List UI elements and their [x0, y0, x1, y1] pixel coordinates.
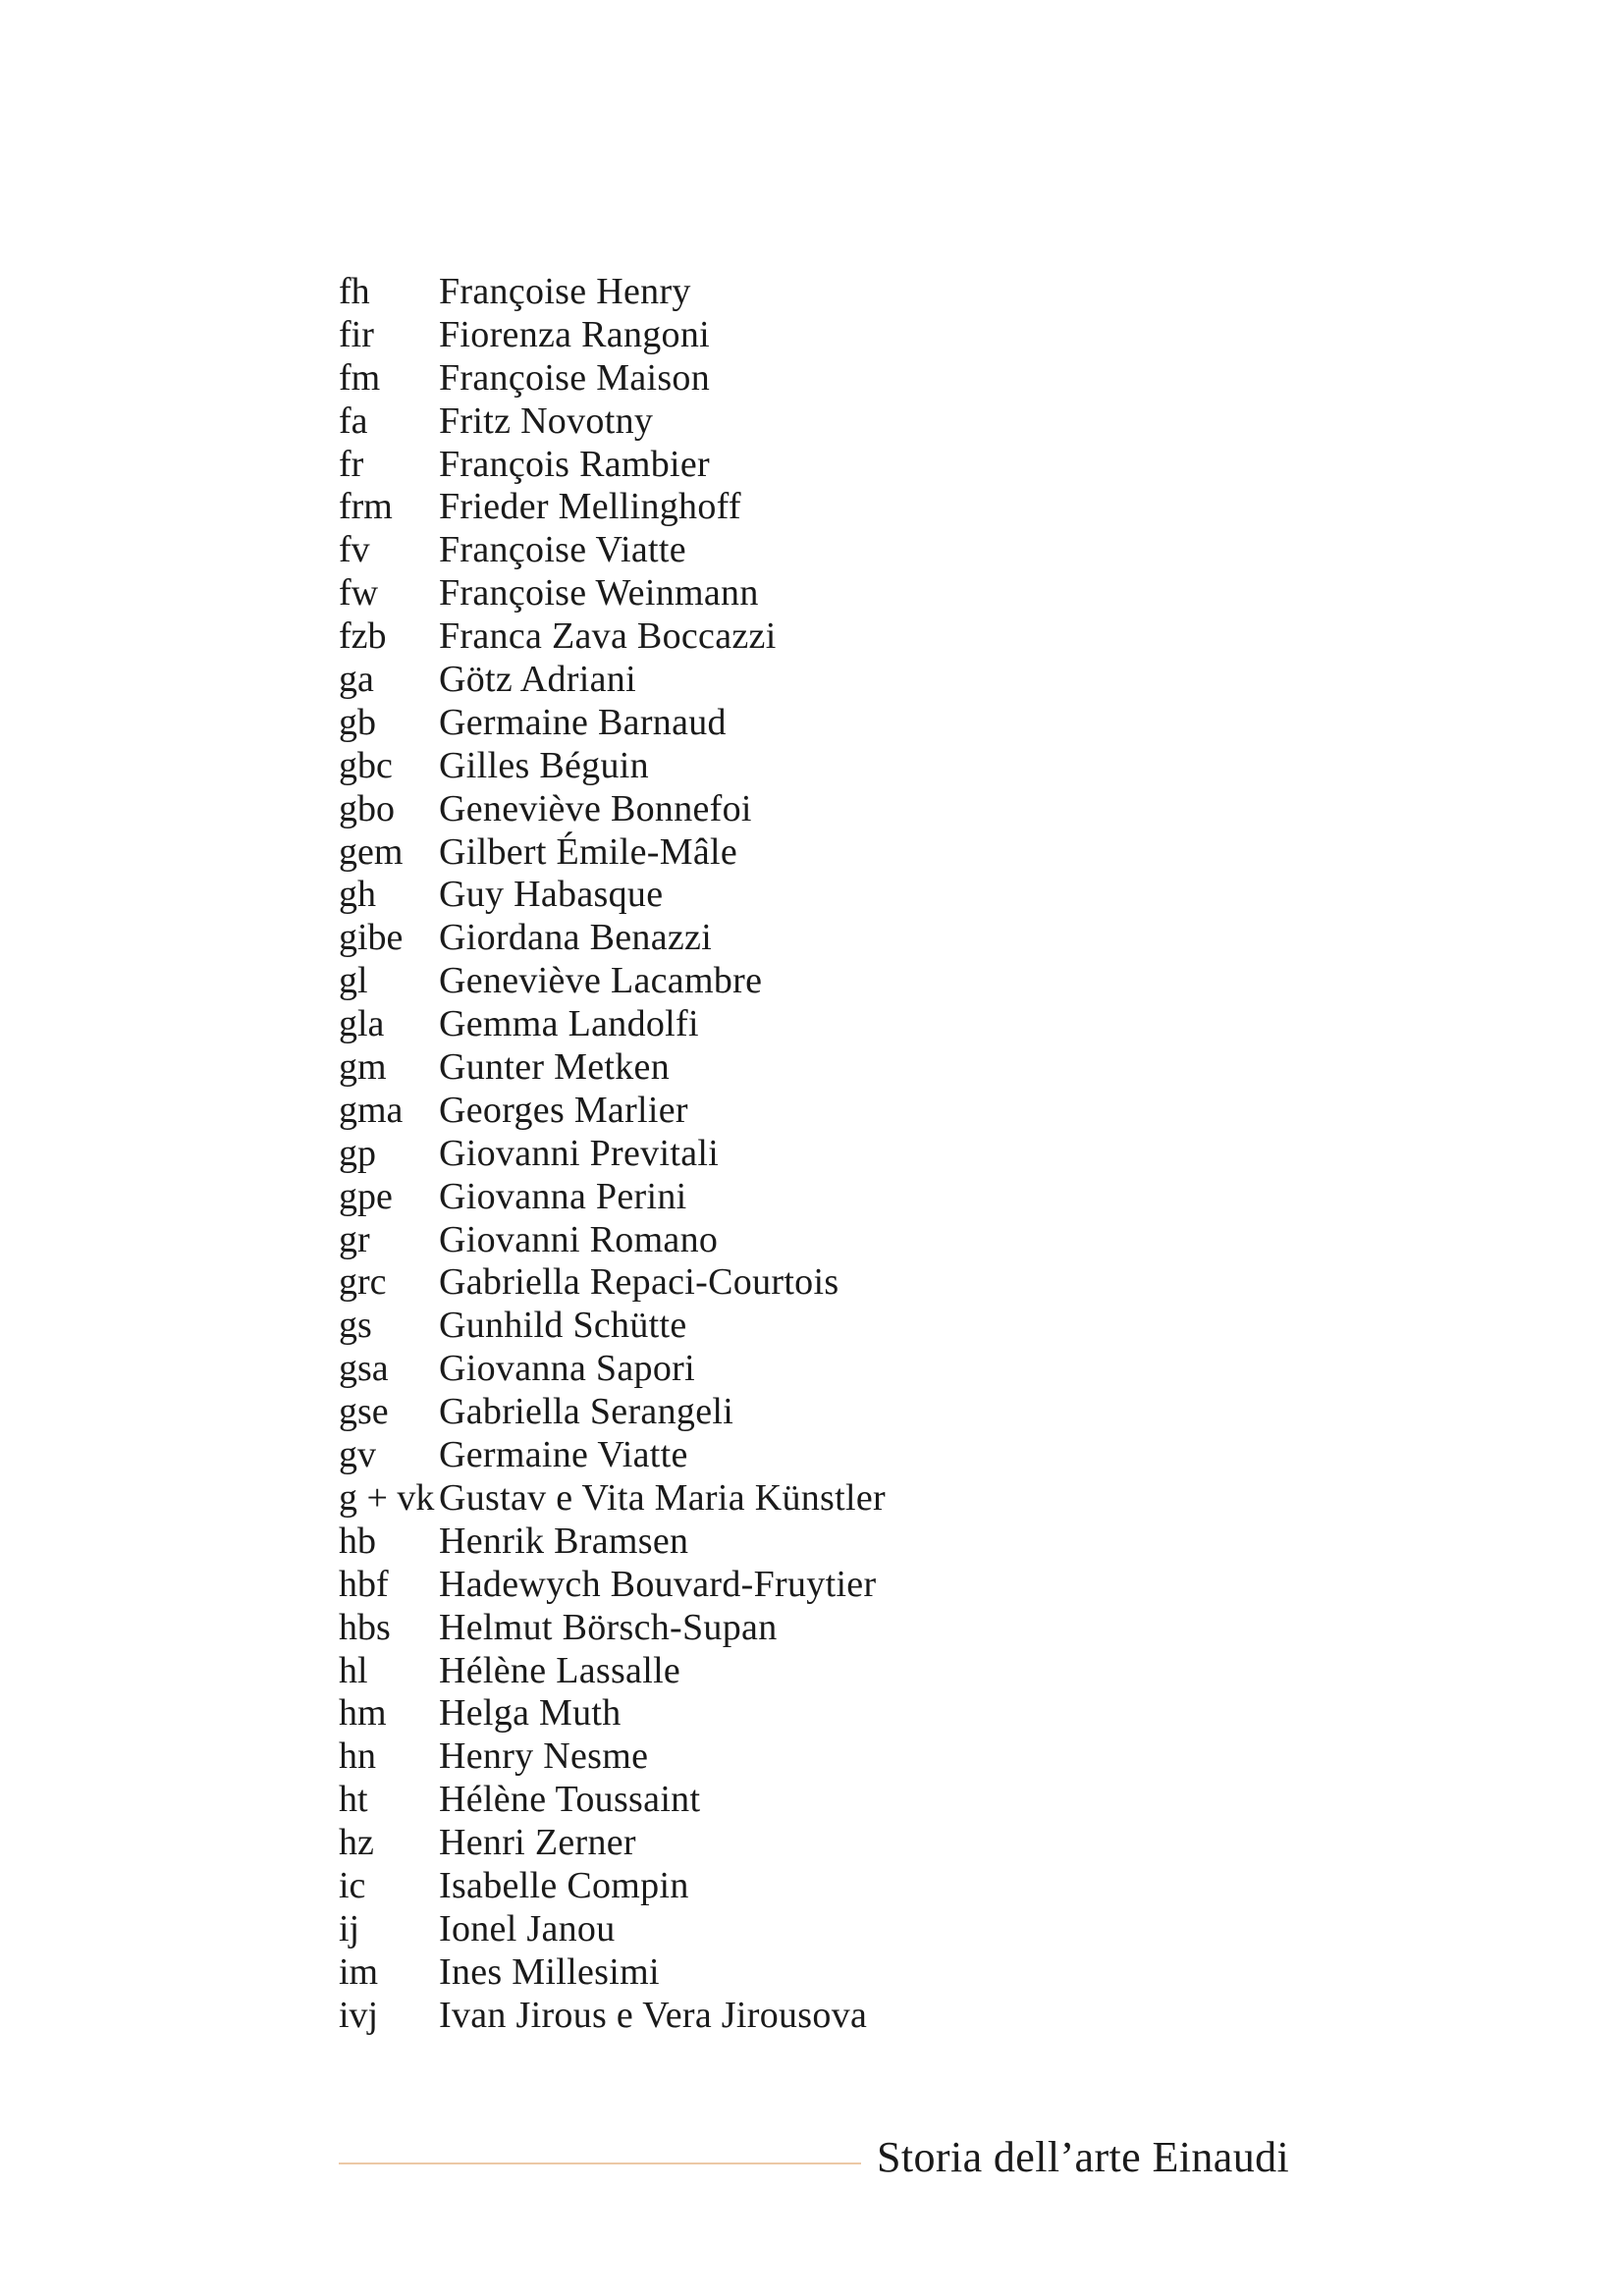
entry-abbreviation: ht: [339, 1779, 368, 1821]
entry-author-name: Ionel Janou: [439, 1907, 616, 1949]
entry-author-name: Helga Muth: [439, 1692, 622, 1735]
entry-author-name: Henri Zerner: [439, 1822, 636, 1864]
entry-author-name: Françoise Maison: [439, 356, 711, 399]
entry-author-name: Fritz Novotny: [439, 400, 654, 442]
entry-abbreviation: gs: [339, 1305, 372, 1347]
entry-author-name: Françoise Henry: [439, 271, 691, 312]
entry-author-name: Gilles Béguin: [439, 744, 649, 786]
entry-abbreviation: hbf: [339, 1563, 389, 1605]
entry-abbreviation: hbs: [339, 1606, 391, 1648]
entry-abbreviation: hn: [339, 1735, 376, 1778]
entry-abbreviation: fzb: [339, 615, 387, 658]
entry-author-name: Germaine Viatte: [439, 1434, 688, 1476]
entry-abbreviation: grc: [339, 1261, 387, 1304]
entry-author-name: Hélène Lassalle: [439, 1649, 681, 1691]
entry-author-name: Giovanni Previtali: [439, 1132, 720, 1174]
entry-author-name: Fiorenza Rangoni: [439, 313, 711, 355]
entry-author-name: Isabelle Compin: [439, 1864, 689, 1906]
entry-abbreviation: fir: [339, 313, 374, 355]
entry-author-name: François Rambier: [439, 443, 711, 485]
entry-abbreviation: fw: [339, 572, 379, 614]
entry-abbreviation: fr: [339, 443, 364, 485]
entry-abbreviation: gb: [339, 701, 376, 743]
entry-author-name: Hadewych Bouvard-Fruytier: [439, 1563, 877, 1605]
entry-author-name: Franca Zava Boccazzi: [439, 615, 777, 658]
entry-abbreviation: gl: [339, 960, 368, 1002]
entry-abbreviation: gv: [339, 1434, 376, 1476]
entry-abbreviation: fh: [339, 271, 370, 312]
entry-abbreviation: fm: [339, 356, 381, 399]
entry-author-name: Giordana Benazzi: [439, 917, 713, 959]
entry-author-name: Germaine Barnaud: [439, 701, 727, 743]
entry-abbreviation: gp: [339, 1132, 376, 1174]
entry-author-name: Françoise Viatte: [439, 529, 686, 571]
entry-abbreviation: ic: [339, 1864, 366, 1906]
entry-author-name: Henry Nesme: [439, 1735, 649, 1778]
entry-author-name: Giovanni Romano: [439, 1218, 719, 1260]
entry-author-name: Gustav e Vita Maria Künstler: [439, 1476, 886, 1519]
entry-author-name: Françoise Weinmann: [439, 572, 759, 614]
entry-author-name: Gunhild Schütte: [439, 1305, 687, 1347]
entry-author-name: Gabriella Repaci-Courtois: [439, 1261, 839, 1304]
footer-rule: [339, 2163, 861, 2164]
entry-author-name: Götz Adriani: [439, 659, 636, 701]
entry-author-name: Gabriella Serangeli: [439, 1391, 734, 1433]
entry-abbreviation: gbc: [339, 744, 393, 786]
entry-abbreviation: hb: [339, 1520, 376, 1562]
entry-author-name: Ines Millesimi: [439, 1950, 660, 1993]
entry-abbreviation: gsa: [339, 1348, 389, 1390]
entry-author-name: Georges Marlier: [439, 1089, 688, 1131]
entry-abbreviation: gem: [339, 830, 404, 873]
entry-author-name: Giovanna Sapori: [439, 1348, 695, 1390]
entry-abbreviation: hl: [339, 1649, 368, 1691]
entry-author-name: Geneviève Bonnefoi: [439, 787, 752, 829]
entry-abbreviation: gibe: [339, 917, 404, 959]
entry-author-name: Helmut Börsch-Supan: [439, 1606, 778, 1648]
entry-abbreviation: ga: [339, 659, 374, 701]
entry-abbreviation: gh: [339, 874, 376, 916]
entry-abbreviation: ij: [339, 1907, 360, 1949]
entry-abbreviation: gm: [339, 1046, 387, 1089]
entry-abbreviation: gbo: [339, 787, 395, 829]
entry-abbreviation: gla: [339, 1003, 385, 1045]
entry-abbreviation: im: [339, 1950, 379, 1993]
entry-abbreviation: gpe: [339, 1175, 393, 1217]
entry-abbreviation: g + vk: [339, 1476, 435, 1519]
entry-author-name: Henrik Bramsen: [439, 1520, 689, 1562]
entry-abbreviation: gma: [339, 1089, 404, 1131]
entry-abbreviation: fa: [339, 400, 368, 442]
entry-author-name: Guy Habasque: [439, 874, 664, 916]
footer-title: Storia dell’arte Einaudi: [877, 2133, 1290, 2181]
entry-abbreviation: hm: [339, 1692, 387, 1735]
entry-author-name: Frieder Mellinghoff: [439, 486, 741, 528]
entry-author-name: Geneviève Lacambre: [439, 960, 763, 1002]
entry-abbreviation: hz: [339, 1822, 374, 1864]
entry-author-name: Ivan Jirous e Vera Jirousova: [439, 1994, 868, 2036]
entry-abbreviation: gse: [339, 1391, 389, 1433]
entry-author-name: Gemma Landolfi: [439, 1003, 699, 1045]
entry-abbreviation: frm: [339, 486, 393, 528]
entry-author-name: Gilbert Émile-Mâle: [439, 830, 738, 873]
entry-abbreviation: ivj: [339, 1994, 379, 2036]
page-footer: [339, 2128, 1301, 2187]
entry-author-name: Gunter Metken: [439, 1046, 670, 1089]
entry-author-name: Hélène Toussaint: [439, 1779, 701, 1821]
entry-abbreviation: fv: [339, 529, 370, 571]
entry-author-name: Giovanna Perini: [439, 1175, 687, 1217]
entry-abbreviation: gr: [339, 1218, 370, 1260]
